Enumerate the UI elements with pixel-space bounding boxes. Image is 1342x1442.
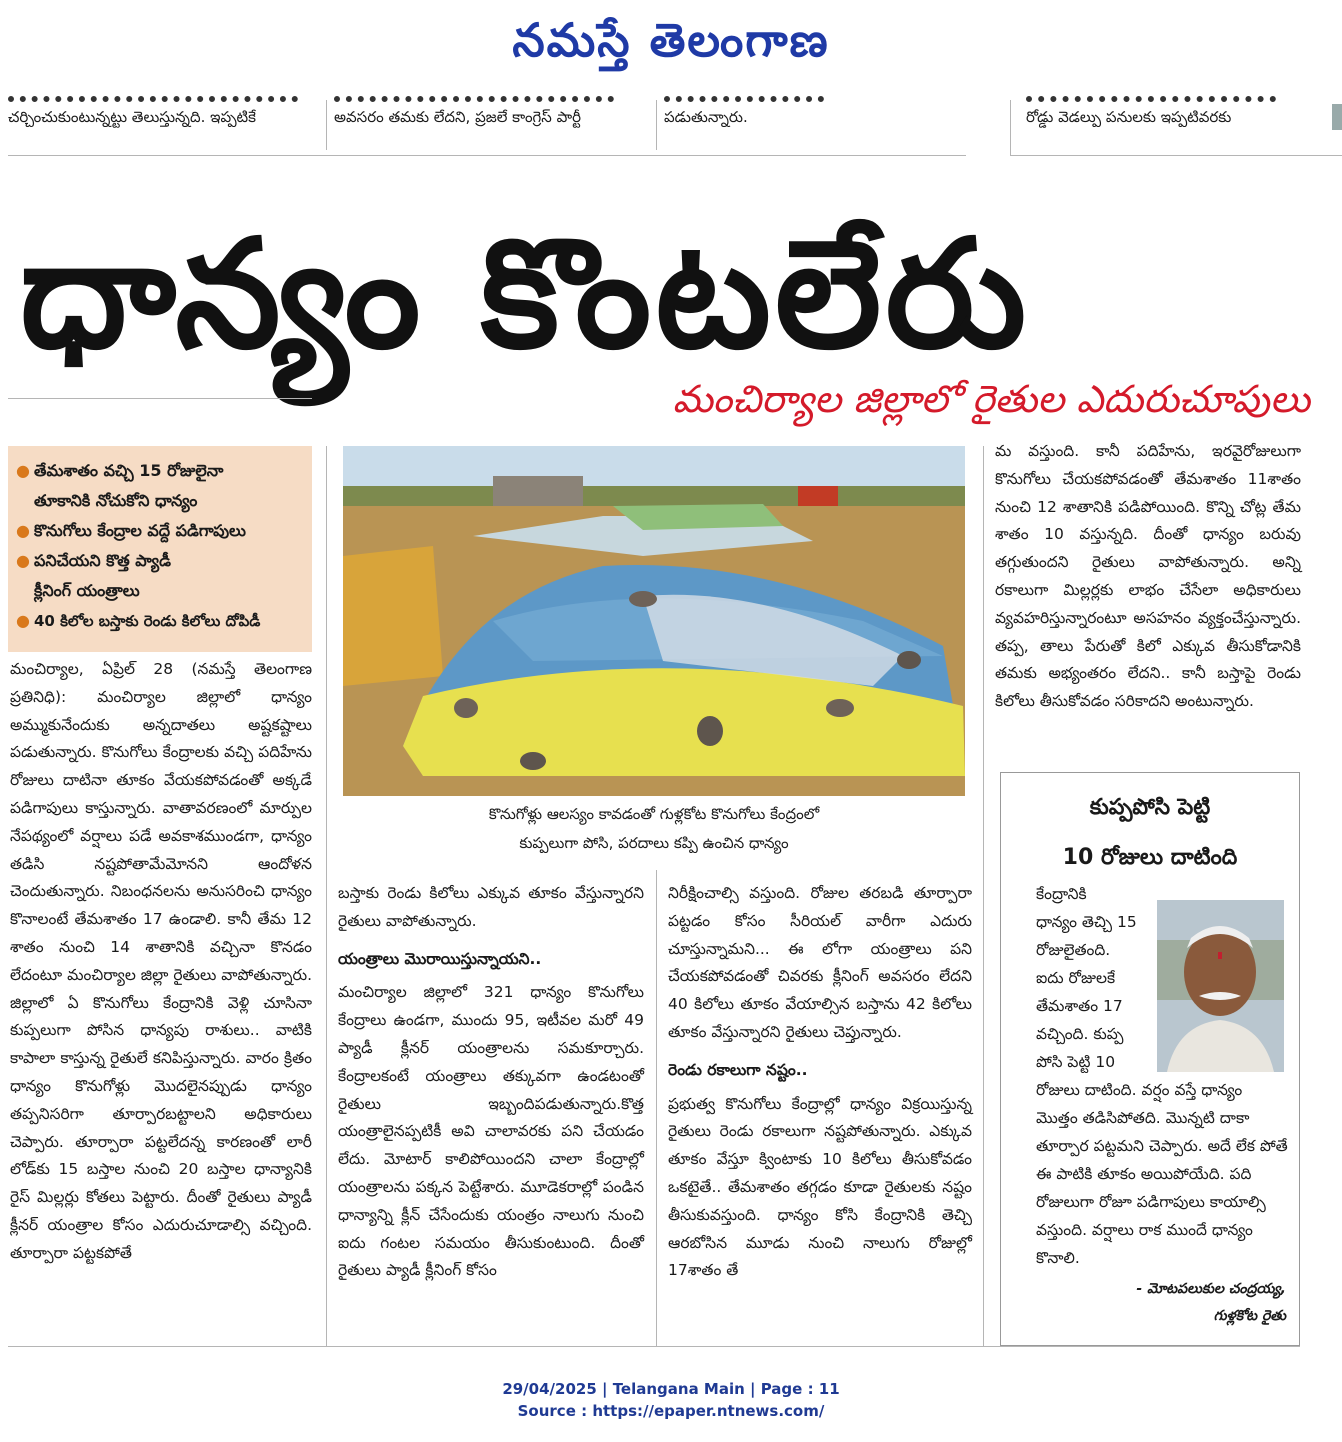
quote-box-subtitle: 10 రోజులు దాటింది [1062, 845, 1238, 870]
highlights-box [8, 446, 312, 652]
divider [8, 398, 312, 399]
highlight-item-cont: తూకానికి నోచుకోని ధాన్యం [34, 491, 198, 510]
headline: ధాన్యం కొంటలేరు [20, 208, 1031, 382]
page-edge-mark [1332, 104, 1342, 130]
strip-col-2 [334, 96, 654, 156]
photo-caption [343, 800, 965, 858]
quote-wide: రోజులు దాటింది. వర్షం వస్తే ధాన్యం మొత్తం తడిసిపోతది. మొన్నటి దాకా తూర్పార పట్టమని చెప్పారు. అదే లేక పోతే ఈ పాటికి తూకం అయిపోయేది. పది రోజులుగా రోజూ పడిగాపులు కాయాల్సి వస్తుంది. వర్షాలు రాక ముందే ధాన్యం కొనాలి. [1036, 1081, 1288, 1267]
divider [1010, 100, 1011, 156]
bullet-icon: ● [16, 611, 30, 630]
article-subheading: రెండు రకాలుగా నష్టం.. [668, 1060, 808, 1079]
quote-narrow: కేంద్రానికి ధాన్యం తెచ్చి 15 రోజులైతంది. ఐదు రోజులకే తేమశాతం 17 వచ్చింది. కుప్ప పోసి పెట్టి 10 [1036, 885, 1137, 1071]
farmer-portrait [1157, 900, 1284, 1072]
divider [656, 100, 657, 150]
masthead-title: నమస్తే తెలంగాణ [512, 13, 830, 67]
highlight-item: ● తేమశాతం వచ్చి 15 రోజులైనా [16, 456, 304, 486]
article-text: మంచిర్యాల జిల్లాలో 321 ధాన్యం కొనుగోలు కేంద్రాలు ఉండగా, ముందు 95, ఇటీవల మరో 49 ప్యాడీ క్లీనర్ యంత్రాలను సమకూర్చారు. కేంద్రాలకంటే యంత్రాలు తక్కువగా ఉండటంతో రైతులు ఇబ్బందిపడుతున్నారు.కొత్త యంత్రాలైనప్పటికీ అవి చాలావరకు పని చేయడం లేదు. మోటార్ కాలిపోయిందని చాలా కేంద్రాల్లో యంత్రాలను పక్కన పెట్టేశారు. మూడెకరాల్లో పండిన ధాన్యాన్ని క్లీన్ చేసేందుకు యంత్రం నాలుగు నుంచి ఐదు గంటల సమయం తీసుకుంటుంది. దీంతో రైతులు ప్యాడీ క్లీనింగ్ కోసం [338, 983, 644, 1280]
highlight-item: ● 40 కిలోల బస్తాకు రెండు కిలోలు దోపిడీ [16, 606, 304, 636]
bullet-icon: ● [16, 551, 30, 570]
caption-line-2: కుప్పలుగా పోసి, పరదాలు కప్పి ఉంచిన ధాన్యం [519, 834, 789, 852]
divider [8, 155, 966, 156]
highlight-item: ● కొనుగోలు కేంద్రాల వద్దే పడిగాపులు [16, 516, 304, 546]
article-column-2 [338, 880, 644, 1285]
subheadline: మంచిర్యాల జిల్లాలో రైతుల ఎదురుచూపులు [672, 377, 1310, 421]
article-text: మంచిర్యాల, ఏప్రిల్ 28 (నమస్తే తెలంగాణ ప్రతినిధి): మంచిర్యాల జిల్లాలో ధాన్యం అమ్ముకునేందుకు అన్నదాతలు అష్టకష్టాలు పడుతున్నారు. కొనుగోలు కేంద్రాలకు వచ్చి పదిహేను రోజులు దాటినా తూకం వేయకపోవడంతో అక్కడే పడిగాపులు కాస్తున్నారు. వాతావరణంలో మార్పుల నేపథ్యంలో వర్షాలు పడే అవకాశముండగా, ధాన్యం తడిసి నష్టపోతామేమోనని ఆందోళన చెందుతున్నారు. నిబంధనలను అనుసరించి ధాన్యం కొనాలంటే తేమశాతం 17 ఉండాలి. కానీ తేమ 12 శాతం నుంచి 14 శాతానికి వచ్చినా కొనడం లేదంటూ మంచిర్యాల జిల్లా రైతులు వాపోతున్నారు. జిల్లాలో ఏ కొనుగోలు కేంద్రానికి వెళ్లి చూసినా కుప్పలుగా పోసిన ధాన్యపు రాశులు.. వాటికి కాపాలా కాస్తున్న రైతులే కనిపిస్తున్నారు. వారం క్రితం ధాన్యం కొనుగోళ్లు మొదలైనప్పుడు ధాన్యం తప్పనిసరిగా తూర్పారబట్టాలని అధికారులు చెప్పారు. తూర్పారా పట్టలేదన్న కారణంతో లారీ లోడ్‌కు 15 బస్తాల నుంచి 20 బస్తాల ధాన్యానికి రైస్ మిల్లర్లు కోతలు పెట్టారు. దీంతో రైతులు ప్యాడీ క్లీనర్ యంత్రాల కోసం ఎదురుచూడాల్సి వచ్చింది. తూర్పారా పట్టకపోతే [10, 660, 312, 1262]
article-column-3 [668, 880, 972, 1285]
divider [326, 446, 327, 1346]
strip-text-2: అవసరం తమకు లేదని, ప్రజలే కాంగ్రెస్ పార్టీ [334, 108, 581, 126]
signature-name: - మోటపలుకుల చంద్రయ్య, [1136, 1281, 1286, 1297]
strip-text-3: పడుతున్నారు. [664, 108, 748, 126]
photo-illustration [343, 446, 965, 796]
strip-col-3 [664, 96, 964, 156]
article-subheading: యంత్రాలు మొరాయిస్తున్నాయని.. [338, 949, 542, 968]
portrait-illustration [1157, 900, 1284, 1072]
page-footer [0, 1378, 1342, 1422]
article-column-4 [995, 438, 1301, 716]
highlight-item: ● పనిచేయని కొత్త ప్యాడీ [16, 546, 304, 576]
quote-signature [1030, 1276, 1286, 1330]
divider [1010, 155, 1342, 156]
divider [326, 100, 327, 150]
highlight-item-cont: క్లీనింగ్ యంత్రాలు [34, 581, 140, 600]
strip-col-1 [8, 96, 328, 156]
strip-col-4 [1026, 96, 1316, 156]
article-text: బస్తాకు రెండు కిలోలు ఎక్కువ తూకం వేస్తున్నారని రైతులు వాపోతున్నారు. [338, 884, 644, 930]
strip-text-1: చర్చించుకుంటున్నట్టు తెలుస్తున్నది. ఇప్పటికే [8, 108, 256, 126]
article-text: ప్రభుత్వ కొనుగోలు కేంద్రాల్లో ధాన్యం విక్రయిస్తున్న రైతులు రెండు రకాలుగా నష్టపోతున్నారు. ఎక్కువ తూకం వేస్తూ క్వింటాకు 10 కిలోలు తీసుకోవడం ఒకటైతే.. తేమశాతం తగ్గడం కూడా రైతులకు నష్టం తీసుకువస్తుంది. ధాన్యం కోసి కేంద్రానికి తెచ్చి ఆరబోసిన మూడు నుంచి నాలుగు రోజుల్లో 17శాతం తే [668, 1094, 972, 1280]
signature-place: గుళ్లకోట రైతు [1213, 1308, 1286, 1324]
grain-heaps-photo [343, 446, 965, 796]
caption-line-1: కొనుగోళ్లు ఆలస్యం కావడంతో గుళ్లకోట కొనుగోలు కేంద్రంలో [488, 805, 820, 823]
footer-source: Source : https://epaper.ntnews.com/ [517, 1402, 825, 1420]
article-text: మ వస్తుంది. కానీ పదిహేను, ఇరవైరోజులుగా కొనుగోలు చేయకపోవడంతో తేమశాతం 11శాతం నుంచి 12 శాతానికి పడిపోయింది. కొన్ని చోట్ల తేమ శాతం 10 వస్తున్నది. దీంతో ధాన్యం బరువు తగ్గుతుందని రైతులు వాపోతున్నారు. అన్ని రకాలుగా మిల్లర్లకు లాభం చేసేలా అధికారులు వ్యవహరిస్తున్నారంటూ అసహనం వ్యక్తంచేస్తున్నారు. తప్ప, తాలు పేరుతో కిలో ఎక్కువ తీసుకోడానికి తమకు అభ్యంతరం లేదని.. కానీ బస్తాపై రెండు కిలోలు తీసుకోవడం సరికాదని అంటున్నారు. [995, 442, 1301, 711]
bullet-icon: ● [16, 521, 30, 540]
strip-text-4: రోడ్డు వెడల్పు పనులకు ఇప్పటివరకు [1026, 108, 1232, 126]
divider [983, 446, 984, 1346]
footer-date-page: 29/04/2025 | Telangana Main | Page : 11 [502, 1380, 840, 1398]
divider [8, 1346, 1300, 1347]
quote-box-title: కుప్పపోసి పెట్టి [1089, 795, 1211, 820]
divider [656, 870, 657, 1346]
article-text: నిరీక్షించాల్సి వస్తుంది. రోజుల తరబడి తూర్పారా పట్టడం కోసం సీరియల్ వారీగా ఎదురు చూస్తున్నామని... ఈ లోగా యంత్రాలు పని చేయకపోవడంతో చివరకు క్లీనింగ్ అవసరం లేదని 40 కిలోలు తూకం వేయాల్సిన బస్తాను 42 కిలోలు తూకం వేస్తున్నారని రైతులు చెప్తున్నారు. [668, 884, 972, 1041]
article-column-1 [10, 656, 312, 1268]
bullet-icon: ● [16, 461, 30, 480]
